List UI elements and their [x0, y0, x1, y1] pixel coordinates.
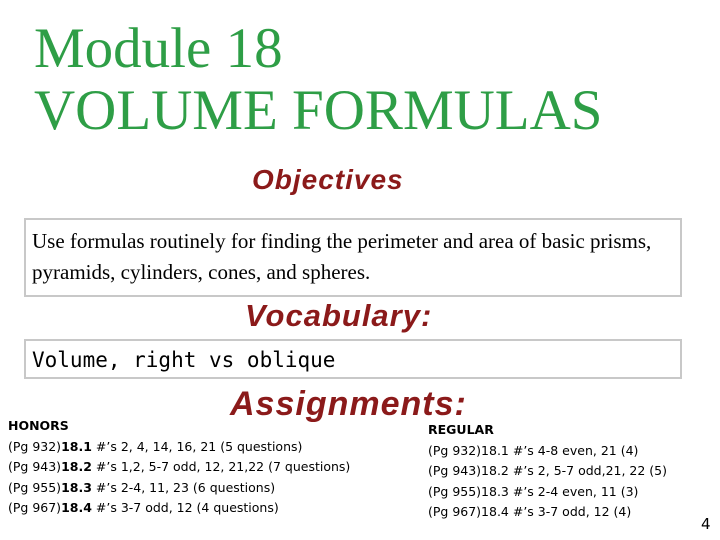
honors-item: (Pg 955)18.3 #’s 2-4, 11, 23 (6 questions): [8, 479, 276, 495]
regular-item: (Pg 932)18.1 #’s 4-8 even, 21 (4): [428, 442, 639, 458]
slide-title: [34, 18, 602, 142]
honors-column: [8, 416, 353, 519]
assignments-heading: Assignments:: [230, 385, 467, 423]
vocabulary-text: Volume, right vs oblique: [32, 348, 336, 372]
honors-item: (Pg 943)18.2 #’s 1,2, 5-7 odd, 12, 21,22 (7 questions): [8, 459, 351, 474]
vocabulary-heading: Vocabulary:: [245, 298, 433, 333]
objectives-box: [24, 218, 682, 297]
honors-item: (Pg 932)18.1 #’s 2, 4, 14, 16, 21 (5 questions): [8, 438, 303, 454]
objectives-text: Use formulas routinely for finding the perimeter and area of basic prisms, pyramids, cylinders, cones, and spheres.: [32, 229, 652, 284]
honors-title: HONORS: [8, 418, 69, 433]
regular-item: (Pg 967)18.4 #’s 3-7 odd, 12 (4): [428, 504, 632, 519]
title-line-1: Module 18: [34, 17, 283, 80]
regular-item: (Pg 943)18.2 #’s 2, 5-7 odd,21, 22 (5): [428, 463, 668, 478]
regular-item: (Pg 955)18.3 #’s 2-4 even, 11 (3): [428, 483, 639, 499]
page-number: 4: [701, 515, 711, 533]
title-line-2: VOLUME FORMULAS: [34, 79, 603, 142]
honors-item: (Pg 967)18.4 #’s 3-7 odd, 12 (4 questions): [8, 500, 279, 515]
regular-column: [428, 420, 708, 523]
vocabulary-box: [24, 339, 682, 379]
regular-title: REGULAR: [428, 422, 494, 437]
objectives-heading: Objectives: [252, 164, 404, 195]
